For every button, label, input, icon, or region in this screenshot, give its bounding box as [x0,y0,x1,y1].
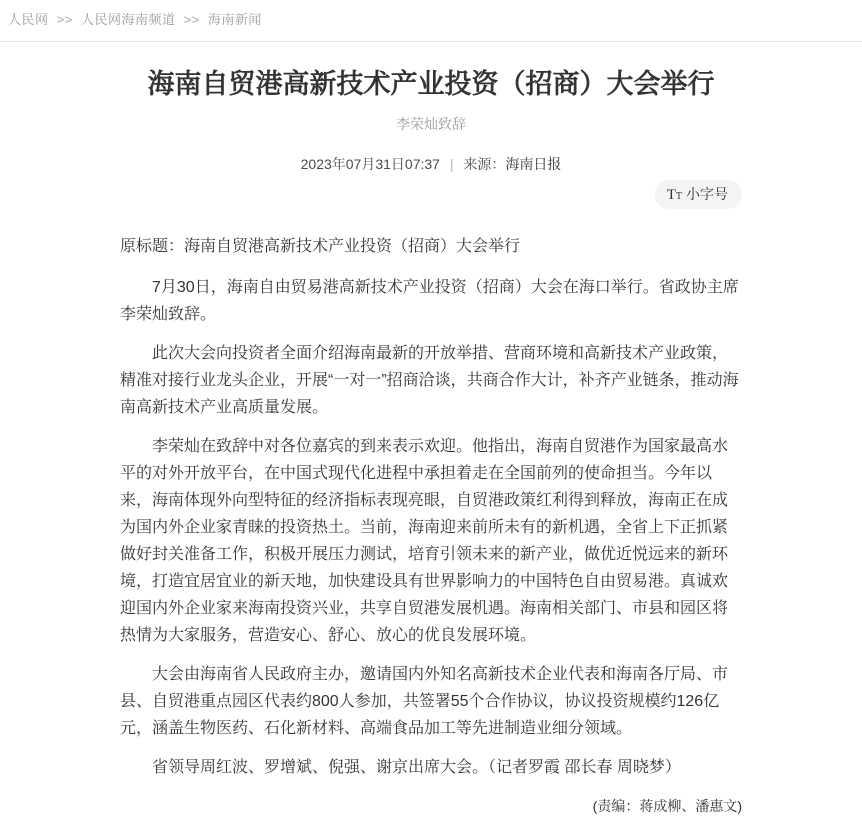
breadcrumb-link-peoples-daily[interactable]: 人民网 [8,12,49,27]
font-size-icon-small: T [675,190,682,202]
article-paragraph: 此次大会向投资者全面介绍海南最新的开放举措、营商环境和高新技术产业政策，精准对接行业龙头企业，开展“一对一”招商洽谈，共商合作大计，补齐产业链条，推动海南高新技术产业高质量发展。 [120,344,739,416]
article-paragraph: 7月30日，海南自由贸易港高新技术产业投资（招商）大会在海口举行。省政协主席李荣灿致辞。 [120,278,739,323]
original-title-line: 原标题：海南自贸港高新技术产业投资（招商）大会举行 [120,237,521,255]
font-size-label: 小字号 [686,185,728,202]
editor-credit: (责编：蒋成柳、潘惠文) [592,797,742,814]
article-meta-line [120,154,742,174]
breadcrumb-separator: >> [183,12,200,27]
breadcrumb-link-hainan-news[interactable]: 海南新闻 [207,12,262,27]
article-paragraph: 大会由海南省人民政府主办，邀请国内外知名高新技术企业代表和海南各厅局、市县、自贸港重点园区代表约800人参加，共签署55个合作协议，协议投资规模约126亿元，涵盖生物医药、石化新材料、高端食品加工等先进制造业细分领域。 [120,665,729,737]
article-body [120,233,742,820]
breadcrumb-bar [0,0,862,42]
paragraph-list [120,274,742,781]
article-paragraph: 省领导周红波、罗增斌、倪强、谢京出席大会。（记者罗霞 邵长春 周晓梦） [152,758,681,776]
article-subtitle: 李荣灿致辞 [396,115,466,132]
font-size-button[interactable] [655,180,742,209]
publish-datetime: 2023年07月31日07:37 [300,155,440,172]
article-tools-row [120,180,742,209]
breadcrumb-separator: >> [56,12,73,27]
article-content-column [120,68,742,820]
breadcrumb [8,12,262,27]
source-link[interactable]: 海南日报 [505,155,562,172]
article-title: 海南自贸港高新技术产业投资（招商）大会举行 [147,69,715,99]
article-paragraph: 李荣灿在致辞中对各位嘉宾的到来表示欢迎。他指出，海南自贸港作为国家最高水平的对外开放平台，在中国式现代化进程中承担着走在全国前列的使命担当。今年以来，海南体现外向型特征的经济指标表现亮眼，自贸港政策红利得到释放，海南正在成为国内外企业家青睐的投资热土。当前，海南迎来前所未有的新机遇，全省上下正抓紧做好封关准备工作，积极开展压力测试，培育引领未来的新产业，做优近悦远来的新环境，打造宜居宜业的新天地，加快建设具有世界影响力的中国特色自由贸易港。真诚欢迎国内外企业家来海南投资兴业，共享自贸港发展机遇。海南相关部门、市县和园区将热情为大家服务，营造安心、舒心、放心的优良发展环境。 [120,437,729,644]
meta-separator: | [449,155,454,172]
font-size-icon: T [666,186,676,203]
source-label: 来源： [463,155,506,172]
breadcrumb-link-hainan-channel[interactable]: 人民网海南频道 [80,12,176,27]
